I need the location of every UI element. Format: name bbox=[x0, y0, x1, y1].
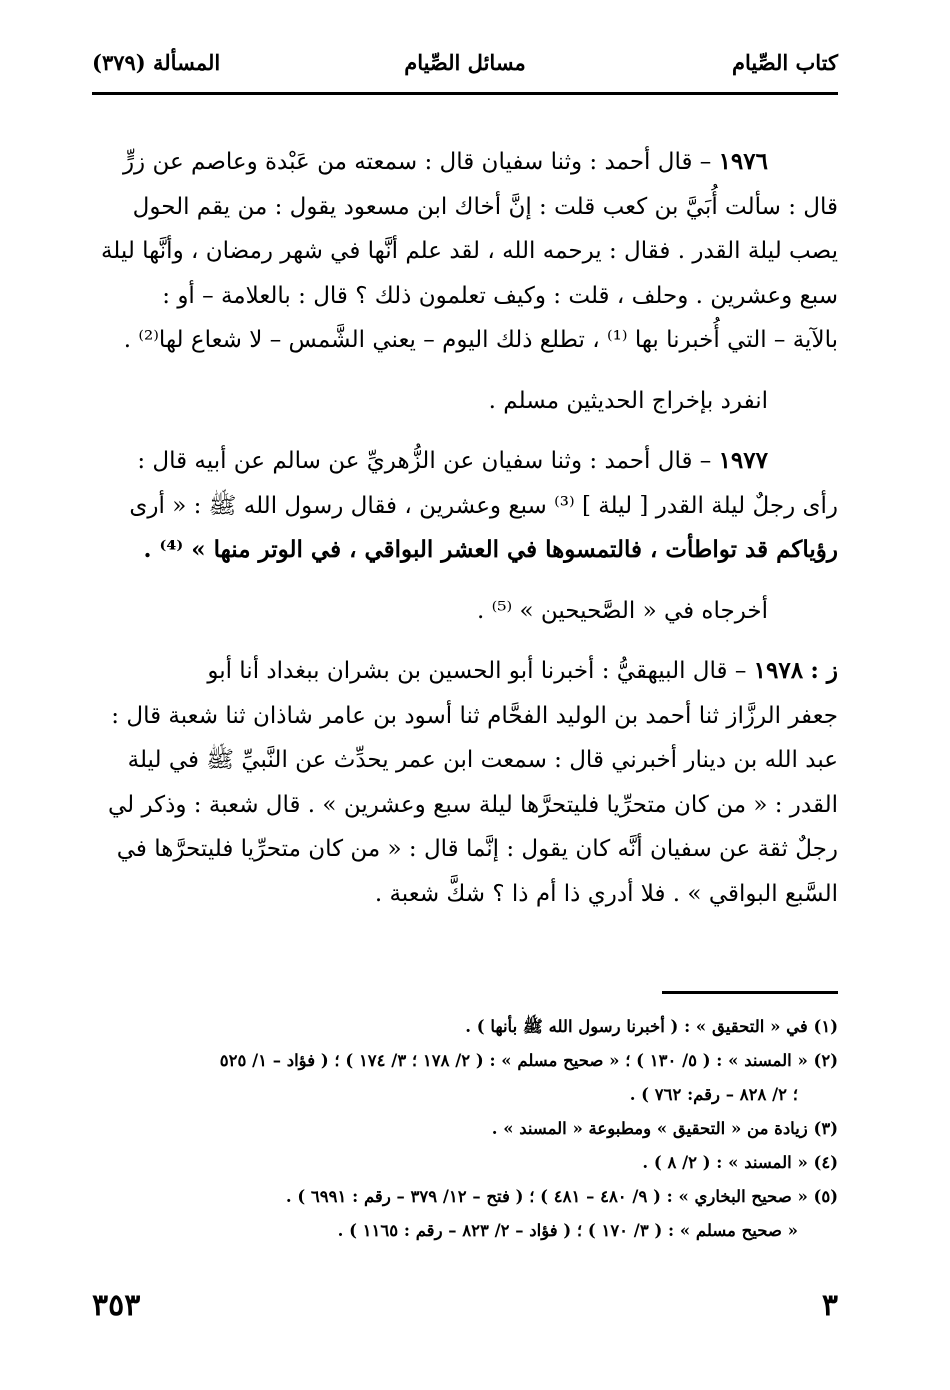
footnote-continuation: « صحيح مسلم » : ( ٣/ ١٧٠ ) ؛ ( فؤاد – ٢/ ٨٢٣ – رقم : ١١٦٥ ) . bbox=[337, 1221, 798, 1240]
text-line bbox=[92, 140, 838, 185]
hadith-1977 bbox=[92, 439, 838, 573]
hadith-1978 bbox=[92, 649, 838, 916]
section-title: مسائل الصِّيام bbox=[404, 50, 526, 75]
text-line bbox=[92, 439, 838, 484]
text-line: جعفر الرزَّاز ثنا أحمد بن الوليد الفحَّام ثنا أسود بن عامر شاذان ثنا شعبة قال : bbox=[111, 702, 838, 729]
text-line: قال : سألت أُبَيَّ بن كعب قلت : إنَّ أخاك ابن مسعود يقول : من يقم الحول bbox=[132, 193, 838, 220]
page-number-left: ٣٥٣ bbox=[92, 1288, 141, 1323]
text-line: رجلٌ ثقة عن سفيان أنَّه كان يقول : إنَّما قال : « من كان متحرِّيا فليتحرَّها في bbox=[116, 836, 838, 862]
page-number-right: ٣ bbox=[821, 1288, 838, 1323]
hadith-number: ١٩٧٦ bbox=[718, 148, 768, 175]
paragraph-gap bbox=[92, 633, 838, 649]
text-line: السَّبع البواقي » . فلا أدري ذا أم ذا ؟ شكَّ شعبة . bbox=[374, 880, 838, 907]
header-rule bbox=[92, 92, 838, 95]
footnote: (٥) « صحيح البخاري » : ( ٩/ ٤٨٠ – ٤٨١ ) ؛ ( فتح – ١٢/ ٣٧٩ – رقم : ٦٩٩١ ) . bbox=[285, 1187, 838, 1206]
text-line-content: – قال البيهقيُّ : أخبرنا أبو الحسين بن بشران ببغداد أنا أبو bbox=[207, 658, 747, 684]
main-text bbox=[92, 140, 838, 916]
footnote: (٢) « المسند » : ( ٥/ ١٣٠ ) ؛ « صحيح مسلم » : ( ٢/ ١٧٨ ؛ ٣/ ١٧٤ ) ؛ ( فؤاد – ١/ ٥٢٥ bbox=[219, 1051, 838, 1070]
text-line: عبد الله بن دينار أخبرني قال : سمعت ابن عمر يحدِّث عن النَّبيِّ ﷺ في ليلة bbox=[127, 747, 838, 773]
text-line: بالآية – التي أُخبرنا بها ⁽¹⁾ ، تطلع ذلك اليوم – يعني الشَّمس – لا شعاع لها⁽²⁾ . bbox=[123, 327, 838, 353]
text-line: القدر : « من كان متحرِّيا فليتحرَّها ليلة سبع وعشرين » . قال شعبة : وذكر لي bbox=[107, 791, 838, 818]
footnote: (١) في « التحقيق » : ( أخبرنا رسول الله ﷺ بأنها ) . bbox=[465, 1017, 838, 1036]
text-line: رؤياكم قد تواطأت ، فالتمسوها في العشر البواقي ، في الوتر منها » ⁽⁴⁾ . bbox=[143, 536, 838, 563]
issue-number: المسألة (٣٧٩) bbox=[92, 50, 221, 75]
footnote-continuation: ؛ ٢/ ٨٢٨ – رقم: ٧٦٢ ) . bbox=[629, 1085, 798, 1104]
hadith-1976 bbox=[92, 140, 838, 363]
book-title: كتاب الصِّيام bbox=[732, 50, 838, 75]
takhrij-note: أخرجاه في « الصَّحيحين » ⁽⁵⁾ . bbox=[476, 597, 768, 624]
hadith-number: ١٩٧٨ bbox=[753, 657, 804, 684]
text-line-content: – قال أحمد : وثنا سفيان عن الزُّهريِّ عن سالم عن أبيه قال : bbox=[137, 448, 712, 474]
hadith-number: ١٩٧٧ bbox=[718, 447, 768, 474]
paragraph-gap bbox=[92, 573, 838, 589]
text-line: رأى رجلٌ ليلة القدر [ ليلة ] ⁽³⁾ سبع وعشرين ، فقال رسول الله ﷺ : « أرى bbox=[129, 492, 838, 519]
footnotes bbox=[92, 1010, 838, 1248]
takhrij-note: انفرد بإخراج الحديثين مسلم . bbox=[488, 387, 768, 414]
paragraph-gap bbox=[92, 423, 838, 439]
text-line: سبع وعشرين . وحلف ، قلت : وكيف تعلمون ذلك ؟ قال : بالعلامة – أو : bbox=[162, 282, 838, 309]
addition-marker: ز : bbox=[810, 657, 838, 684]
footnote-rule bbox=[662, 991, 838, 994]
text-line bbox=[92, 649, 838, 694]
text-line-content: – قال أحمد : وثنا سفيان قال : سمعته من عَبْدة وعاصم عن زرٍّ bbox=[122, 149, 712, 175]
footnote: (٣) زيادة من « التحقيق » ومطبوعة « المسند » . bbox=[491, 1119, 838, 1138]
text-line: يصب ليلة القدر . فقال : يرحمه الله ، لقد علم أنَّها في شهر رمضان ، وأنَّها ليلة bbox=[100, 238, 838, 264]
running-header bbox=[92, 44, 838, 84]
footnote: (٤) « المسند » : ( ٢/ ٨ ) . bbox=[642, 1153, 838, 1172]
paragraph-gap bbox=[92, 363, 838, 379]
